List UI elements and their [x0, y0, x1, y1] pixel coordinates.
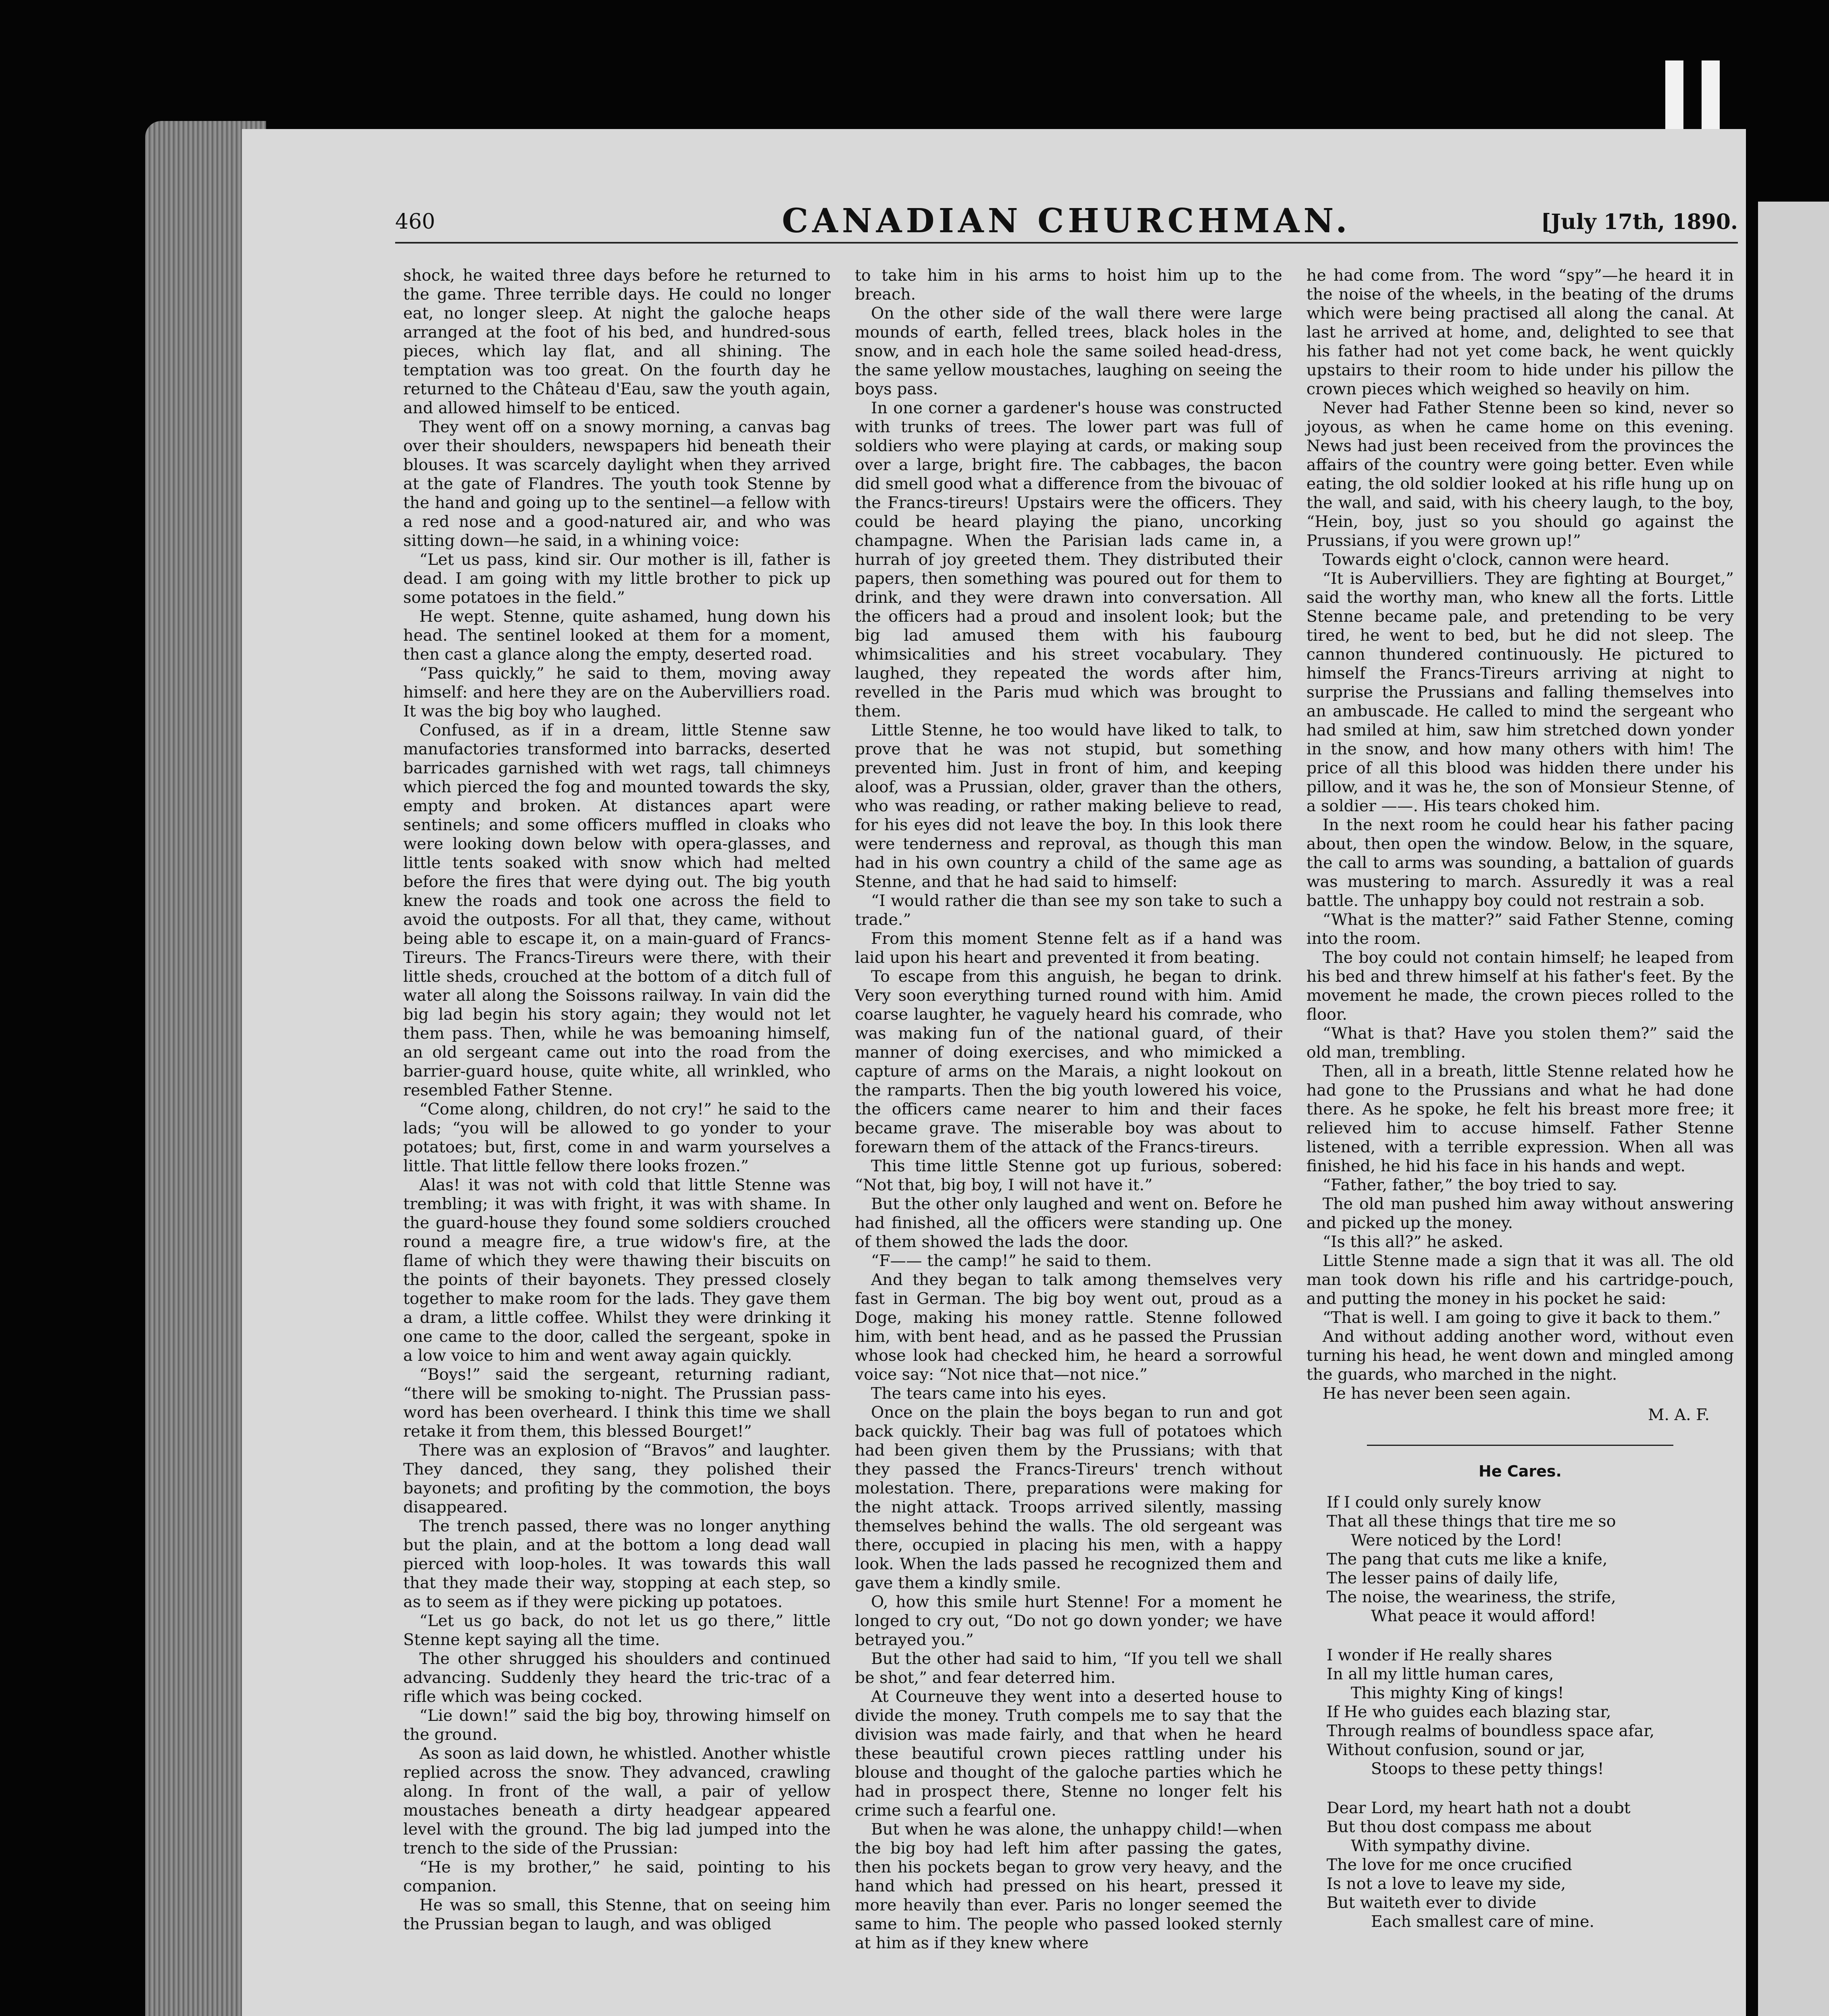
- poem-line: In all my little human cares,: [1327, 1665, 1554, 1683]
- story-paragraph: Once on the plain the boys began to run and got back quickly. Their bag was full of potatoes which had been given them by the Prussians; with that they passed the Francs-Tireurs' trench without molestation. There, preparations were making for the night attack. Troops arrived silently, massing themselves behind the walls. The old sergeant was there, occupied in placing his men, with a happy look. When the lads passed he recognized them and gave them a kindly smile.: [855, 1403, 1282, 1592]
- story-paragraph: He has never been seen again.: [1323, 1384, 1571, 1403]
- poem-line: Each smallest care of mine.: [1371, 1912, 1595, 1931]
- story-paragraph: “He is my brother,” he said, pointing to his companion.: [403, 1858, 831, 1895]
- story-paragraph: The other shrugged his shoulders and continued advancing. Suddenly they heard the tric-trac of a rifle which was being cocked.: [403, 1649, 831, 1706]
- issue-date: [July 17th, 1890.: [1541, 210, 1738, 234]
- story-paragraph: “Let us go back, do not let us go there,” little Stenne kept saying all the time.: [403, 1612, 831, 1649]
- story-paragraph: shock, he waited three days before he returned to the game. Three terrible days. He could no longer eat, no longer sleep. At night the galoche heaps arranged at the foot of his bed, and hundred-sous pieces, which lay flat, and all shining. The temptation was too great. On the fourth day he returned to the Château d'Eau, saw the youth again, and allowed himself to be enticed.: [403, 266, 831, 417]
- story-paragraph: To escape from this anguish, he began to drink. Very soon everything turned round with him. Amid coarse laughter, he vaguely heard his comrade, who was making fun of the national guard, of their manner of doing exercises, and who mimicked a capture of arms on the Marais, a night lookout on the ramparts. Then the big youth lowered his voice, the officers came nearer to him and their faces became grave. The miserable boy was about to forewarn them of the attack of the Francs-tireurs.: [855, 967, 1282, 1156]
- page-header: [395, 202, 1738, 244]
- poem-line: I wonder if He really shares: [1327, 1646, 1552, 1664]
- author-signature: M. A. F.: [1648, 1406, 1710, 1424]
- story-paragraph: “Father, father,” the boy tried to say.: [1323, 1176, 1617, 1194]
- poem-stanza: [1327, 1493, 1734, 1626]
- story-paragraph: “That is well. I am going to give it back to them.”: [1323, 1308, 1721, 1327]
- story-paragraph: “I would rather die than see my son take to such a trade.”: [855, 891, 1282, 929]
- page-number: 460: [395, 210, 435, 234]
- story-paragraph: There was an explosion of “Bravos” and laughter. They danced, they sang, they polished their bayonets; and profiting by the commotion, the boys disappeared.: [403, 1441, 831, 1516]
- story-paragraph: to take him in his arms to hoist him up to the breach.: [855, 266, 1282, 304]
- masthead: CANADIAN CHURCHMAN.: [782, 202, 1351, 240]
- story-paragraph: “It is Aubervilliers. They are fighting at Bourget,” said the worthy man, who knew all the forts. Little Stenne became pale, and pretending to be very tired, he went to bed, but he did not sleep. The cannon thundered continuously. He pictured to himself the Francs-Tireurs arriving at night to surprise the Prussians and falling themselves into an ambuscade. He called to mind the sergeant who had smiled at him, saw him stretched down yonder in the snow, and how many others with him! The price of all this blood was hidden there under his pillow, and it was he, the son of Monsieur Stenne, of a soldier ——. His tears choked him.: [1306, 569, 1734, 815]
- column-3: [1306, 266, 1734, 1951]
- story-paragraph: But when he was alone, the unhappy child!—when the big boy had left him after passing the gates, then his pockets began to grow very heavy, and the hand which had pressed on his heart, pressed it more heavily than ever. Paris no longer seemed the same to him. The people who passed looked sternly at him as if they knew where: [855, 1820, 1282, 1952]
- column-1: [403, 266, 831, 1934]
- story-paragraph: And without adding another word, without even turning his head, he went down and mingled among the guards, who marched in the night.: [1306, 1327, 1734, 1384]
- story-paragraph: In the next room he could hear his father pacing about, then open the window. Below, in the square, the call to arms was sounding, a battalion of guards was mustering to march. Assuredly it was a real battle. The unhappy boy could not restrain a sob.: [1306, 816, 1734, 910]
- section-divider: [1367, 1445, 1673, 1446]
- poem-line: Dear Lord, my heart hath not a doubt: [1327, 1799, 1631, 1817]
- story-paragraph: Little Stenne made a sign that it was all. The old man took down his rifle and his cartridge-pouch, and putting the money in his pocket he said:: [1306, 1252, 1734, 1308]
- poem-line: With sympathy divine.: [1351, 1837, 1531, 1855]
- poem-line: The pang that cuts me like a knife,: [1327, 1550, 1608, 1568]
- poem-line: But thou dost compass me about: [1327, 1818, 1592, 1836]
- story-paragraph: he had come from. The word “spy”—he heard it in the noise of the wheels, in the beating of the drums which were being practised all along the canal. At last he arrived at home, and, delighted to see that his father had not yet come back, he went quickly upstairs to their room to hide under his pillow the crown pieces which weighed so heavily on him.: [1306, 266, 1734, 398]
- poem-body: [1306, 1493, 1734, 1931]
- story-paragraph: From this moment Stenne felt as if a hand was laid upon his heart and prevented it from beating.: [855, 929, 1282, 967]
- story-paragraph: “Come along, children, do not cry!” he said to the lads; “you will be allowed to go yonder to your potatoes; but, first, come in and warm yourselves a little. That little fellow there looks frozen.”: [403, 1100, 831, 1175]
- poem-line: The lesser pains of daily life,: [1327, 1569, 1558, 1587]
- newspaper-page: [242, 129, 1746, 2016]
- story-paragraph: “Let us pass, kind sir. Our mother is ill, father is dead. I am going with my little brother to pick up some potatoes in the field.”: [403, 550, 831, 607]
- story-paragraph: “Pass quickly,” he said to them, moving away himself: and here they are on the Aubervilliers road. It was the big boy who laughed.: [403, 664, 831, 721]
- story-paragraph: Confused, as if in a dream, little Stenne saw manufactories transformed into barracks, deserted barricades garnished with wet rags, tall chimneys which pierced the fog and mounted towards the sky, empty and broken. At distances apart were sentinels; and some officers muffled in cloaks who were looking down below with opera-glasses, and little tents soaked with snow which had melted before the fires that were dying out. The big youth knew the roads and took one across the field to avoid the outposts. For all that, they came, without being able to escape it, on a main-guard of Francs-Tireurs. The Francs-Tireurs were there, with their little sheds, crouched at the bottom of a ditch full of water all along the Soissons railway. In vain did the big lad begin his story again; they would not let them pass. Then, while he was bemoaning himself, an old sergeant came out into the road from the barrier-guard house, quite white, all wrinkled, who resembled Father Stenne.: [403, 721, 831, 1100]
- poem-line: Were noticed by the Lord!: [1351, 1531, 1562, 1549]
- poem-line: What peace it would afford!: [1371, 1607, 1596, 1625]
- story-paragraph: The boy could not contain himself; he leaped from his bed and threw himself at his father's feet. By the movement he made, the crown pieces rolled to the floor.: [1306, 948, 1734, 1024]
- poem-line: The noise, the weariness, the strife,: [1327, 1588, 1616, 1606]
- story-paragraph: “Lie down!” said the big boy, throwing himself on the ground.: [403, 1706, 831, 1744]
- story-paragraph: This time little Stenne got up furious, sobered: “Not that, big boy, I will not have it.”: [855, 1157, 1282, 1194]
- poem-line: But waiteth ever to divide: [1327, 1893, 1537, 1912]
- story-paragraph: Never had Father Stenne been so kind, never so joyous, as when he came home on this evening. News had just been received from the provinces the affairs of the country were going better. Even while eating, the old soldier looked at his rifle hung up on the wall, and said, with his cheery laugh, to the boy, “Hein, boy, just so you should go against the Prussians, if you were grown up!”: [1306, 399, 1734, 550]
- story-paragraph: Alas! it was not with cold that little Stenne was trembling; it was with fright, it was with shame. In the guard-house they found some soldiers crouched round a meagre fire, a true widow's fire, at the flame of which they were thawing their biscuits on the points of their bayonets. They pressed closely together to make room for the lads. They gave them a dram, a little coffee. Whilst they were drinking it one came to the door, called the sergeant, spoke in a low voice to him and went away again quickly.: [403, 1176, 831, 1365]
- poem-line: That all these things that tire me so: [1327, 1512, 1616, 1531]
- story-paragraph: “What is the matter?” said Father Stenne, coming into the room.: [1306, 910, 1734, 948]
- story-paragraph: The trench passed, there was no longer anything but the plain, and at the bottom a long dead wall pierced with loop-holes. It was towards this wall that they made their way, stopping at each step, so as to seem as if they were picking up potatoes.: [403, 1517, 831, 1611]
- story-paragraph: The tears came into his eyes.: [871, 1384, 1107, 1403]
- story-paragraph: They went off on a snowy morning, a canvas bag over their shoulders, newspapers hid beneath their blouses. It was scarcely daylight when they arrived at the gate of Flandres. The youth took Stenne by the hand and going up to the sentinel—a fellow with a red nose and a good-natured air, and who was sitting down—he said, in a whining voice:: [403, 418, 831, 550]
- story-paragraph: “Boys!” said the sergeant, returning radiant, “there will be smoking to-night. The Prussian pass-word has been overheard. I think this time we shall retake it from them, this blessed Bourget!”: [403, 1365, 831, 1441]
- poem-line: This mighty King of kings!: [1351, 1684, 1564, 1702]
- poem-line: If I could only surely know: [1327, 1493, 1541, 1512]
- poem-line: If He who guides each blazing star,: [1327, 1703, 1611, 1721]
- poem-title: He Cares.: [1479, 1462, 1562, 1480]
- poem-stanza: [1327, 1799, 1734, 1931]
- story-paragraph: Then, all in a breath, little Stenne related how he had gone to the Prussians and what he had done there. As he spoke, he felt his breast more free; it relieved him to accuse himself. Father Stenne listened, with a terrible expression. When all was finished, he hid his face in his hands and wept.: [1306, 1062, 1734, 1175]
- poem-line: Is not a love to leave my side,: [1327, 1874, 1566, 1893]
- story-paragraph: On the other side of the wall there were large mounds of earth, felled trees, black holes in the snow, and in each hole the same soiled head-dress, the same yellow moustaches, laughing on seeing the boys pass.: [855, 304, 1282, 398]
- poem-line: Without confusion, sound or jar,: [1327, 1741, 1585, 1759]
- column-2: [855, 266, 1282, 1953]
- story-paragraph: “F—— the camp!” he said to them.: [871, 1252, 1152, 1270]
- story-paragraph: He was so small, this Stenne, that on seeing him the Prussian began to laugh, and was obliged: [403, 1896, 831, 1933]
- story-paragraph: “What is that? Have you stolen them?” said the old man, trembling.: [1306, 1024, 1734, 1062]
- poem-line: Stoops to these petty things!: [1371, 1760, 1604, 1778]
- poem-line: Through realms of boundless space afar,: [1327, 1722, 1655, 1740]
- poem-stanza: [1327, 1646, 1734, 1779]
- story-paragraph: And they began to talk among themselves very fast in German. The big boy went out, proud as a Doge, making his money rattle. Stenne followed him, with bent head, and as he passed the Prussian whose look had checked him, he heard a sorrowful voice say: “Not nice that—not nice.”: [855, 1270, 1282, 1384]
- story-paragraph: But the other had said to him, “If you tell we shall be shot,” and fear deterred him.: [855, 1649, 1282, 1687]
- story-paragraph: Towards eight o'clock, cannon were heard.: [1323, 550, 1670, 569]
- story-paragraph: O, how this smile hurt Stenne! For a moment he longed to cry out, “Do not go down yonder; we have betrayed you.”: [855, 1593, 1282, 1649]
- story-paragraph: At Courneuve they went into a deserted house to divide the money. Truth compels me to say that the division was made fairly, and that when he heard these beautiful crown pieces rattling under his blouse and thought of the galoche parties which he had in prospect there, Stenne no longer felt his crime such a fearful one.: [855, 1687, 1282, 1820]
- column-3-story: [1306, 266, 1734, 1403]
- poem-line: The love for me once crucified: [1327, 1856, 1573, 1874]
- story-paragraph: As soon as laid down, he whistled. Another whistle replied across the snow. They advanced, crawling along. In front of the wall, a pair of yellow moustaches beneath a dirty headgear appeared level with the ground. The big lad jumped into the trench to the side of the Prussian:: [403, 1744, 831, 1858]
- story-paragraph: The old man pushed him away without answering and picked up the money.: [1306, 1195, 1734, 1232]
- story-paragraph: In one corner a gardener's house was constructed with trunks of trees. The lower part was full of soldiers who were playing at cards, or making soup over a large, bright fire. The cabbages, the bacon did smell good what a difference from the bivouac of the Francs-tireurs! Upstairs were the officers. They could be heard playing the piano, uncorking champagne. When the Parisian lads came in, a hurrah of joy greeted them. They distributed their papers, then something was poured out for them to drink, and they were drawn into conversation. All the officers had a proud and insolent look; but the big lad amused them with his faubourg whimsicalities and his street vocabulary. They laughed, they repeated the words after him, revelled in the Paris mud which was brought to them.: [855, 399, 1282, 721]
- story-paragraph: He wept. Stenne, quite ashamed, hung down his head. The sentinel looked at them for a moment, then cast a glance along the empty, deserted road.: [403, 607, 831, 664]
- story-paragraph: Little Stenne, he too would have liked to talk, to prove that he was not stupid, but something prevented him. Just in front of him, and keeping aloof, was a Prussian, older, graver than the others, who was reading, or rather making believe to read, for his eyes did not leave the boy. In this look there were tenderness and reproval, as though this man had in his own country a child of the same age as Stenne, and that he had said to himself:: [855, 721, 1282, 891]
- story-paragraph: But the other only laughed and went on. Before he had finished, all the officers were standing up. One of them showed the lads the door.: [855, 1195, 1282, 1251]
- adjacent-page-strip: [1758, 202, 1829, 2016]
- story-paragraph: “Is this all?” he asked.: [1323, 1233, 1504, 1251]
